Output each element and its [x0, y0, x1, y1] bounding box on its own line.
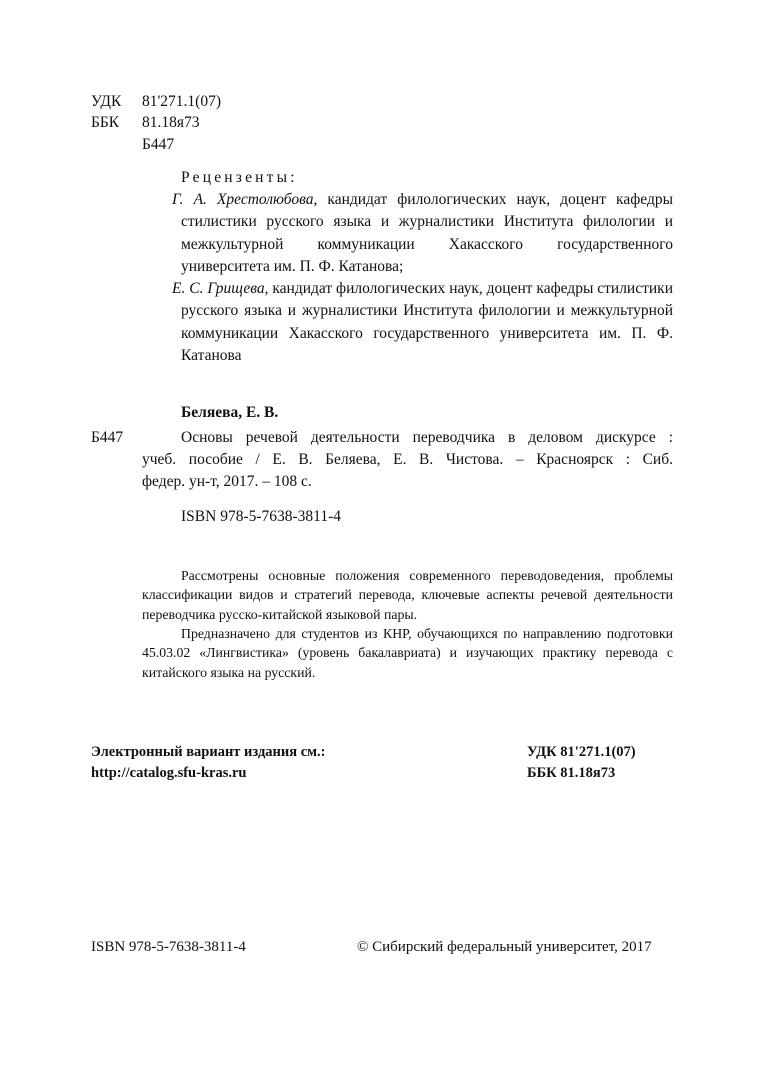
- catalog-author: Беляева, Е. В.: [181, 404, 279, 421]
- reviewer-1-details: , кандидат филологических наук, доцент кафедры стилистики русского языка и журналистики Института филологии и межкультурной коммуникации Хакасского государственного университета им. П. Ф. Катанова;: [181, 191, 673, 275]
- catalog-title-line-3: федер. ун-т, 2017. – 108 с.: [142, 473, 312, 490]
- footer-isbn: ISBN 978-5-7638-3811-4: [91, 939, 246, 955]
- electronic-udc: УДК 81'271.1(07): [527, 744, 636, 760]
- reviewer-2: [172, 278, 673, 367]
- catalog-title-line-2: учеб. пособие / Е. В. Беляева, Е. В. Чистова. – Красноярск : Сиб.: [142, 451, 673, 468]
- bbk-value: 81.18я73: [142, 114, 200, 131]
- electronic-version-label: Электронный вариант издания см.:: [91, 744, 326, 760]
- udc-value: 81'271.1(07): [142, 93, 221, 110]
- catalog-isbn: ISBN 978-5-7638-3811-4: [181, 508, 342, 525]
- reviewer-1: [172, 189, 673, 278]
- reviewer-2-details: , кандидат филологических наук, доцент кафедры стилистики русского языка и журналистики Института филологии и межкультурной коммуникации Хакасского государственного университета им. П. Ф. Катанова: [181, 280, 674, 364]
- footer-copyright: © Сибирский федеральный университет, 2017: [357, 939, 652, 955]
- reviewer-2-name: Е. С. Грищева: [172, 280, 265, 297]
- bbk-label: ББК: [91, 114, 120, 131]
- catalog-url[interactable]: http://catalog.sfu-kras.ru: [91, 765, 247, 781]
- abstract-paragraph-1: Рассмотрены основные положения современного переводоведения, проблемы классификации видов и стратегий перевода, ключевые аспекты речевой деятельности переводчика русско-китайской языковой пары.: [142, 568, 673, 622]
- udc-label: УДК: [91, 93, 122, 110]
- electronic-bbk: ББК 81.18я73: [527, 765, 616, 781]
- abstract-paragraph-2: Предназначено для студентов из КНР, обучающихся по направлению подготовки 45.03.02 «Лингвистика» (уровень бакалавриата) и изучающих практику перевода с китайского языка на русский.: [142, 626, 673, 680]
- catalog-title-line-1: Основы речевой деятельности переводчика в деловом дискурсе :: [181, 429, 673, 446]
- author-mark: Б447: [142, 136, 175, 153]
- reviewers-heading: Рецензенты:: [181, 169, 298, 186]
- catalog-mark: Б447: [91, 429, 124, 446]
- reviewer-1-name: Г. А. Хрестолюбова: [172, 191, 314, 208]
